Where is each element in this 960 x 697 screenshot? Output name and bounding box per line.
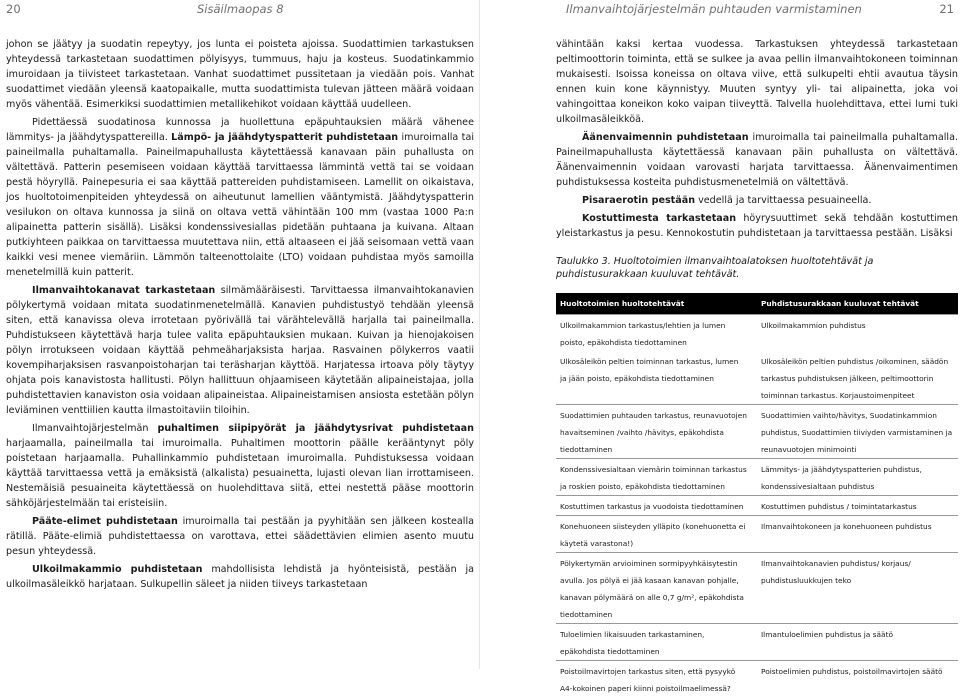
paragraph-text: imuroimalla tai paineilmalla puhaltamalla. Paineilmapuhallusta käytettäessä kanavaan päin puhallusta on vältettävä. Äänenvaimennin voidaan varovasti harjata tarvittaessa. Äänenvaimentimen puhdistuksessa kosteita puhdistusmenetelmiä on vältettävä. — [556, 132, 958, 188]
maintenance-task-cell: Suodattimien puhtauden tarkastus, reunavuotojen havaitseminen /vaihto /hävitys, epäkohdista tiedottaminen — [556, 405, 757, 459]
bold-lead-text: Äänenvaimennin puhdistetaan — [582, 132, 749, 143]
maintenance-task-cell: Ulkosäleikön peltien toiminnan tarkastus, lumen ja jään poisto, epäkohdista tiedottaminen — [556, 351, 757, 405]
cleaning-task-cell: Ilmanvaihtokanavien puhdistus/ korjaus/ puhdistusluukkujen teko — [757, 553, 958, 624]
left-page-header — [0, 2, 474, 18]
table-header-row — [556, 293, 958, 315]
maintenance-task-cell: Pölykertymän arvioiminen sormipyyhkäisytestin avulla. Jos pölyä ei jää kasaan kanavan pohjalle, kanavan pölymäärä on alle 0,7 g/m², epäkohdista tiedottaminen — [556, 553, 757, 624]
paragraph — [556, 193, 958, 208]
paragraph-text: höyrysuuttimet sekä tehdään kostuttimen yleistarkastus ja pesu. Kennokostutin puhdistetaan ja tarvittaessa pestään. Lisäksi — [556, 213, 958, 239]
paragraph — [556, 37, 958, 127]
cleaning-task-cell: Lämmitys- ja jäähdytyspatterien puhdistus, kondenssivesialtaan puhdistus — [757, 459, 958, 496]
right-page-number: 21 — [939, 2, 954, 16]
maintenance-task-cell: Poistoilmavirtojen tarkastus siten, että pysyykö A4-kokoinen paperi kiinni poistoilmaelimessä? — [556, 661, 757, 697]
maintenance-task-cell: Kondenssivesialtaan viemärin toiminnan tarkastus ja roskien poisto, epäkohdista tiedottaminen — [556, 459, 757, 496]
paragraph — [6, 421, 474, 511]
table-row — [556, 624, 958, 661]
paragraph-text: mahdollisista lehdistä ja hyönteisistä, pestään ja ulkoilmasäleikkö harjataan. Sulkupellin säleet ja niiden tiiveys tarkastetaan — [6, 564, 474, 590]
right-page-text — [556, 37, 958, 241]
paragraph — [6, 562, 474, 592]
right-page-header — [486, 2, 960, 18]
maintenance-task-cell: Kostuttimen tarkastus ja vuodoista tiedottaminen — [556, 496, 757, 516]
paragraph-text: johon se jäätyy ja suodatin repeytyy, jos lunta ei poisteta ajoissa. Suodattimien tarkastuksen yhteydessä tarkastetaan suodattimen pölyisyys, tummuus, haju ja kosteus. Suodatinkammio imuroidaan ja tiivisteet tarkastetaan. Vanhat suodattimet pussitetaan ja viedään pois. Vanhat suodattimet viedään yleensä kaatopaikalle, mutta suodattimista tulevan jätteen määrä voidaan myös vähentää. Esimerkiksi suodattimien metallikehikot voidaan käyttää uudelleen. — [6, 39, 474, 110]
table-row — [556, 459, 958, 496]
table-row — [556, 496, 958, 516]
paragraph — [6, 514, 474, 559]
right-page-body — [556, 37, 958, 697]
paragraph-text: imuroimalla tai paineilmalla puhaltamalla. Paineilmapuhallusta käytettäessä kanavaan päin puhallusta on vältettävä. Patterin pesemiseen voidaan käyttää tarvittaessa lämmintä vettä tai se voidaan pestä höyryllä. Painepesuria ei saa käyttää pattereiden puhdistamiseen. Lamellit on oikaistava, jos huoltotoimenpiteiden yhteydessä on aiheutunut lamellien vääntymistä. Jäähdytyspatterin vesilukon on oltava kunnossa ja siinä on oltava vettä vähintään 100 mm (vastaa 1000 Pa:n alipainetta patterin sisällä). Lisäksi kondenssivesiallas pidetään puhtaana ja kuivana. Altaan putkiyhteen paikkaa on tarvittaessa muutettava niin, että altaaseen ei jää seisomaan vettä vaan kaikki vesi menee viemäriin. Lämmön talteenottolaite (LTO) voidaan puhdistaa myös samoilla menetelmillä kuin patterit. — [6, 132, 474, 278]
paragraph-text: Pidettäessä suodatinosa kunnossa ja huollettuna epäpuhtauksien määrä vähenee lämmitys- ja jäähdytyspattereilla. — [6, 117, 474, 143]
paragraph — [6, 37, 474, 112]
bold-lead-text: Lämpö- ja jäähdytyspatterit puhdistetaan — [171, 132, 398, 143]
left-page — [0, 0, 474, 669]
cleaning-task-cell: Ilmantuloelimien puhdistus ja säätö — [757, 624, 958, 661]
paragraph-text: vähintään kaksi kertaa vuodessa. Tarkastuksen yhteydessä tarkastetaan peltimoottorin toiminta, että se sulkee ja avaa pellin ilmanvaihtokoneen toiminnan mukaisesti. Isoissa koneissa on oltava viive, että sulkupelti ehtii avautua täysin ennen kuin kone käynnistyy. Muuten syntyy yli- tai alipainetta, joka voi vahingoittaa koneikon koko vaipan tiiveyttä. Talvella huolehdittava, ettei lumi tuki ulkoilmasäleikköä. — [556, 39, 958, 125]
paragraph-text: Ilmanvaihtojärjestelmän — [32, 423, 157, 434]
bold-lead-text: Pääte-elimet puhdistetaan — [32, 516, 178, 527]
paragraph — [6, 115, 474, 280]
bold-lead-text: Ulkoilmakammio puhdistetaan — [32, 564, 203, 575]
cleaning-task-cell: Ilmanvaihtokoneen ja konehuoneen puhdistus — [757, 516, 958, 553]
table-row — [556, 405, 958, 459]
table-header-cell: Puhdistusurakkaan kuuluvat tehtävät — [757, 293, 958, 315]
cleaning-task-cell: Poistoelimien puhdistus, poistoilmavirtojen säätö — [757, 661, 958, 697]
paragraph-text: silmämääräisesti. Tarvittaessa ilmanvaihtokanavien pölykertymä voidaan mitata suodatinmenetelmällä. Kanavien puhdistustyö tehdään yleensä siten, että kanavissa oleva irrotetaan pyörivällä tai värähtelevällä harjalla tai paineilmalla. Puhdistukseen käytettävä harja tulee valita epäpuhtauksien mukaan. Kuivan ja hienojakoisen pölyn irrotukseen voidaan käyttää pehmeäharjaksista harjaa. Rasvainen pölykerros vaatii kovempiharjaksisen rasvanpoistoharjan tai teräsharjan käyttöä. Harjatessa irtoava pöly täytyy ohjata pois kanavistosta hallitusti. Pölyn hallittuun ohjaamiseen käytetään alipaineistajaa, jolla puhdistettavien kanaviston osia voidaan alipaineistaa. Alipaineistamisen ansiosta estetään pölyn leviäminen venttiilien kautta ilmastoitaviin tiloihin. — [6, 285, 474, 416]
left-page-number: 20 — [6, 2, 21, 16]
table-row — [556, 516, 958, 553]
paragraph — [556, 211, 958, 241]
cleaning-task-cell: Suodattimien vaihto/hävitys, Suodatinkammion puhdistus, Suodattimien tiiviyden varmistaminen ja reunavuotojen minimointi — [757, 405, 958, 459]
right-page — [486, 0, 960, 669]
cleaning-task-cell: Ulkosäleikön peltien puhdistus /oikominen, säädön tarkastus puhdistuksen jälkeen, peltimoottorin toiminnan tarkastus. Korjaustoimenpiteet — [757, 351, 958, 405]
page-gutter — [479, 0, 480, 669]
right-section-title: Ilmanvaihtojärjestelmän puhtauden varmistaminen — [566, 2, 862, 16]
table-caption: Taulukko 3. Huoltotoimien ilmanvaihtoalatoksen huoltotehtävät ja puhdistusurakkaan kuuluvat tehtävät. — [556, 255, 958, 281]
left-section-title: Sisäilmaopas 8 — [197, 2, 284, 16]
paragraph — [6, 283, 474, 418]
table-body — [556, 315, 958, 697]
maintenance-task-cell: Ulkoilmakammion tarkastus/lehtien ja lumen poisto, epäkohdista tiedottaminen — [556, 315, 757, 352]
cleaning-task-cell: Ulkoilmakammion puhdistus — [757, 315, 958, 352]
bold-lead-text: puhaltimen siipipyörät ja jäähdytysrivat puhdistetaan — [157, 423, 474, 434]
maintenance-task-cell: Tuloelimien likaisuuden tarkastaminen, epäkohdista tiedottaminen — [556, 624, 757, 661]
bold-lead-text: Pisaraerotin pestään — [582, 195, 695, 206]
bold-lead-text: Ilmanvaihtokanavat tarkastetaan — [32, 285, 215, 296]
table-row — [556, 553, 958, 624]
paragraph-text: imuroimalla tai pestään ja pyyhitään sen jälkeen kostealla rätillä. Pääte-elimiä puhdistettaessa on varottava, ettei säädettävien elimien asento muutu pesun yhteydessä. — [6, 516, 474, 557]
table-row — [556, 351, 958, 405]
cleaning-task-cell: Kostuttimen puhdistus / toimintatarkastus — [757, 496, 958, 516]
maintenance-task-cell: Konehuoneen siisteyden ylläpito (konehuonetta ei käytetä varastona!) — [556, 516, 757, 553]
left-page-body — [6, 37, 474, 595]
maintenance-table — [556, 293, 958, 697]
paragraph-text: vedellä ja tarvittaessa pesuaineella. — [695, 195, 871, 206]
bold-lead-text: Kostuttimesta tarkastetaan — [582, 213, 736, 224]
table-row — [556, 315, 958, 352]
paragraph — [556, 130, 958, 190]
table-header-cell: Huoltotoimien huoltotehtävät — [556, 293, 757, 315]
table-row — [556, 661, 958, 697]
paragraph-text: harjaamalla, paineilmalla tai imuroimalla. Puhaltimen moottorin päälle kerääntynyt pöly poistetaan harjaamalla. Puhallinkammio puhdistetaan imuroimalla. Puhdistuksessa voidaan käyttää tarvittaessa vettä ja emäksistä (alkalista) pesuainetta, lujasti olevan lian irrottamiseen. Nestemäisiä pesuaineita käytettäessä on huolehdittava siitä, ettei nestettä pääse moottorin sähköjärjestelmään tai eristeisiin. — [6, 438, 474, 509]
